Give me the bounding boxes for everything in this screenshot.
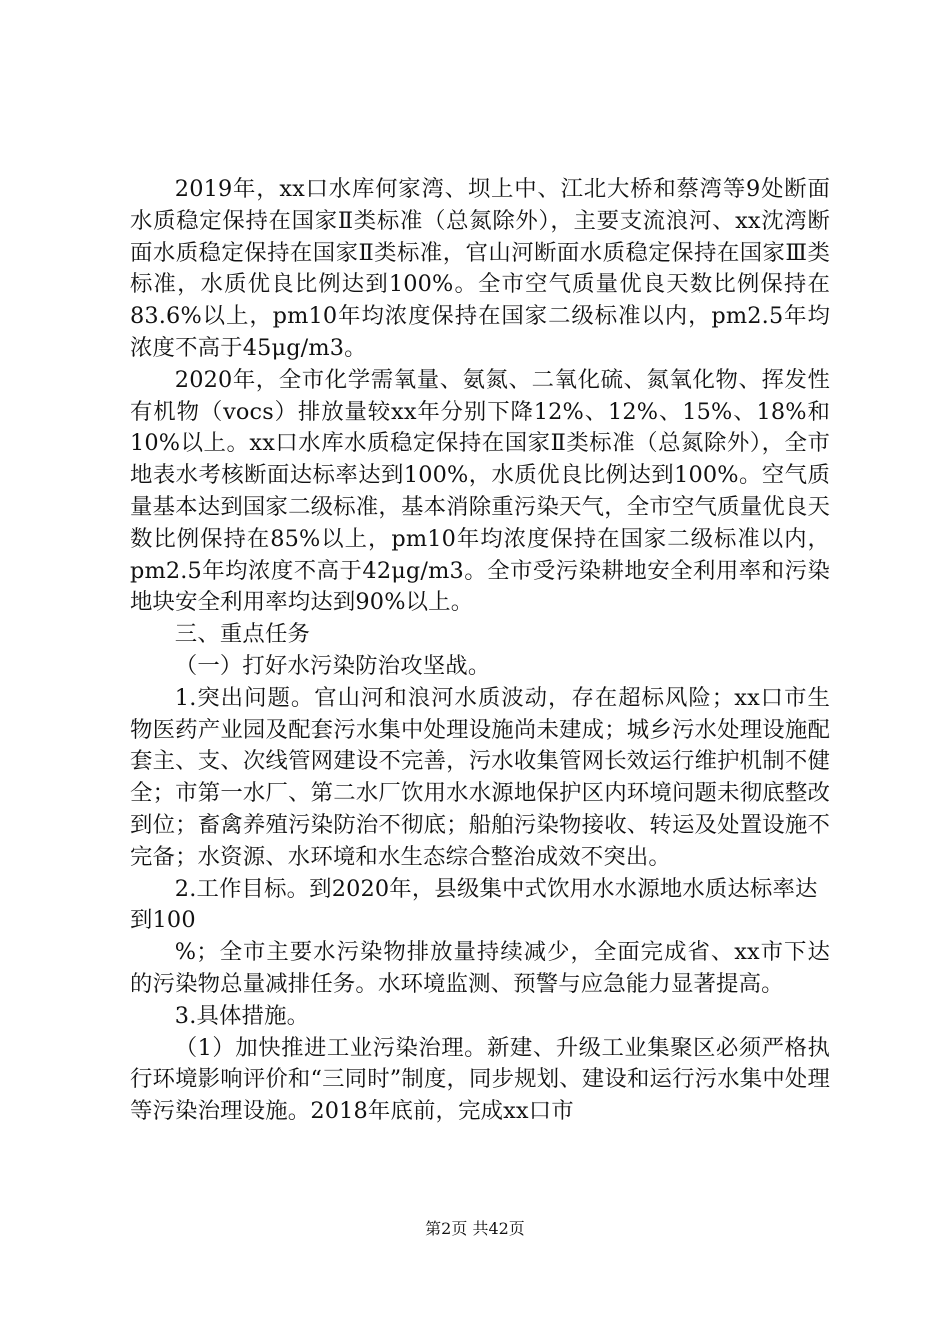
subsection-heading-water-pollution: （一）打好水污染防治攻坚战。 (174, 652, 491, 679)
paragraph-work-goals: 2.工作目标。到2020年，县级集中式饮用水水源地水质达标率达到100 (130, 875, 818, 934)
section-heading-key-tasks: 三、重点任务 (174, 621, 311, 648)
document-body (130, 174, 830, 1128)
paragraph-industrial-pollution: （1）加快推进工业污染治理。新建、升级工业集聚区必须严格执行环境影响评价和“三同时”制度，同步规划、建设和运行污水集中处理等污染治理设施。2018年底前，完成xx口市 (130, 1034, 830, 1125)
paragraph-2019-targets: 2019年，xx口水库何家湾、坝上中、江北大桥和蔡湾等9处断面水质稳定保持在国家Ⅱ类标准（总氮除外），主要支流浪河、xx沈湾断面水质稳定保持在国家Ⅱ类标准，官山河断面水质稳定保持在国家Ⅲ类标准，水质优良比例达到100%。全市空气质量优良天数比例保持在83.6%以上，pm10年均浓度保持在国家二级标准以内，pm2.5年均浓度不高于45μg/m3。 (130, 176, 830, 361)
paragraph-work-goals-continued: %；全市主要水污染物排放量持续减少，全面完成省、xx市下达的污染物总量减排任务。水环境监测、预警与应急能力显著提高。 (130, 939, 830, 997)
paragraph-specific-measures: 3.具体措施。 (174, 1002, 310, 1029)
paragraph-2020-targets: 2020年，全市化学需氧量、氨氮、二氧化硫、氮氧化物、挥发性有机物（vocs）排放量较xx年分别下降12%、12%、15%、18%和10%以上。xx口水库水质稳定保持在国家Ⅱ类标准（总氮除外），全市地表水考核断面达标率达到100%，水质优良比例达到100%。空气质量基本达到国家二级标准，基本消除重污染天气，全市空气质量优良天数比例保持在85%以上，pm10年均浓度保持在国家二级标准以内，pm2.5年均浓度不高于42μg/m3。全市受污染耕地安全利用率和污染地块安全利用率均达到90%以上。 (130, 366, 830, 616)
paragraph-prominent-problems: 1.突出问题。官山河和浪河水质波动，存在超标风险；xx口市生物医药产业园及配套污水集中处理设施尚未建成；城乡污水处理设施配套主、支、次线管网建设不完善，污水收集管网长效运行维护机制不健全；市第一水厂、第二水厂饮用水水源地保护区内环境问题未彻底整改到位；畜禽养殖污染防治不彻底；船舶污染物接收、转运及处置设施不完备；水资源、水环境和水生态综合整治成效不突出。 (130, 684, 830, 870)
page-footer: 第2页 共42页 (425, 1219, 525, 1238)
